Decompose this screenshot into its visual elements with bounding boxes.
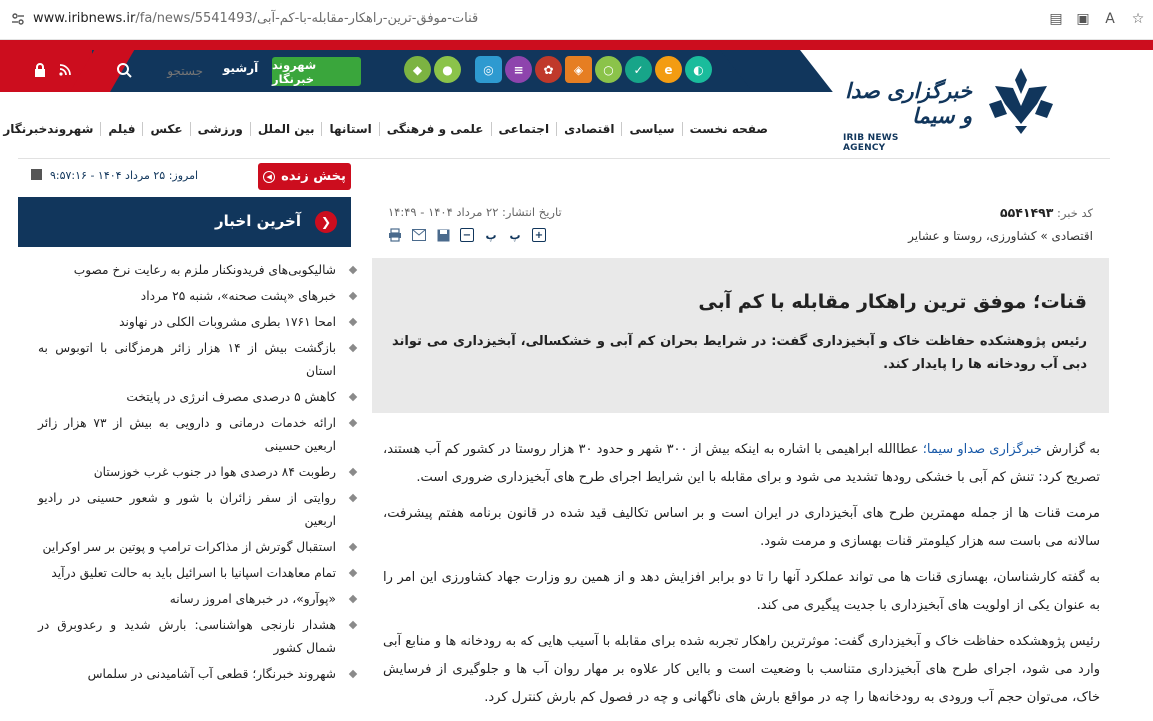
list-item-text: رطوبت ۸۴ درصدی هوا در جنوب غرب خوزستان [93,465,336,479]
bullet-icon [349,621,357,629]
news-code [1000,205,1093,220]
nav-item-international[interactable]: بین الملل [250,122,322,136]
bullet-icon [349,266,357,274]
list-item[interactable] [38,588,336,611]
article-paragraph: رئیس پژوهشکده حفاظت خاک و آبخیزداری گفت: موثرترین راهکار تجربه شده برای مقابله با آسیب هایی که به رودخانه ها و منابع آبی وارد می شود، اجرای طرح های آبخیزداری متناسب با وضعیت است و باایں کار علاوه بر مهار روان آب ها و جلوگیری از فرسایش خاک، می‌توان حجم آب ورودی به رودخانه‌ها را چه در مواقع بارش های ناگهانی و چه در فصول کم بارش کنترل کرد. [383,634,1100,705]
search-icon[interactable] [116,62,134,80]
font-large-label[interactable]: پ [509,228,521,242]
bullet-icon [349,318,357,326]
gap-app-icon[interactable]: e [655,56,682,83]
logo-wordmark[interactable]: خبرگزاری صدا و سیما [845,78,972,128]
list-item[interactable] [38,536,336,559]
nav-item-photo[interactable]: عکس [142,122,189,136]
news-code-value: ۵۵۴۱۴۹۳ [999,205,1054,220]
list-item[interactable] [38,614,336,660]
nav-item-science-culture[interactable]: علمی و فرهنگی [379,122,491,136]
article-tools [388,227,546,243]
bullet-icon [349,292,357,300]
list-item-text: هشدار نارنجی هواشناسی: بارش شدید و رعدوبرق در شمال کشور [38,618,336,655]
article-lead: رئیس پژوهشکده حفاظت خاک و آبخیزداری گفت: در شرایط بحران کم آبی و خشکسالی، آبخیزداری می تواند دبی آب رودخانه ها را پایدار کند. [392,334,1087,372]
list-item-text: استقبال گوترش از مذاکرات ترامپ و پوتین بر سر اوکراین [42,540,336,554]
list-item[interactable] [38,285,336,308]
article-title: قنات؛ موفق ترین راهکار مقابله با کم آبی [698,291,1087,313]
print-icon[interactable] [388,228,402,242]
list-item[interactable] [38,663,336,686]
article-lead-box [372,258,1109,413]
nav-item-film[interactable]: فیلم [100,122,142,136]
list-item-text: تمام معاهدات اسپانیا با اسرائیل باید به حالت تعلیق درآید [51,566,336,580]
save-icon[interactable] [436,228,450,242]
bullet-icon [349,569,357,577]
latest-news-title: آخرین اخبار [215,212,301,230]
latest-news-header[interactable] [18,197,351,247]
nav-item-social[interactable]: اجتماعی [491,122,557,136]
bale-app-icon[interactable]: ○ [595,56,622,83]
soroush-app-icon[interactable]: ✓ [625,56,652,83]
main-navigation [0,120,775,138]
lock-icon[interactable] [32,62,48,78]
camera-app-icon[interactable]: ◎ [475,56,502,83]
article-body [372,436,1109,720]
list-item-text: امحا ۱۷۶۱ بطری مشروبات الکلی در نهاوند [119,315,336,329]
bullet-icon [349,393,357,401]
picture-icon[interactable]: ▣ [1076,11,1090,27]
body-text: عطاالله ابراهیمی با اشاره به اینکه بیش از ۳۰۰ شهر و حدود ۳۰ هزار روستا در کشور کم آب هستند، تصریح کرد: تنش کم آبی با خشکی رودها تشدید می شود و برای مقابله با این شرایط اجرای طرح های آبخیزداری ضروری است. [383,442,1100,485]
font-decrease-icon[interactable]: − [460,228,474,242]
calendar-icon [31,169,42,180]
publish-date: تاریخ انتشار: ۲۲ مرداد ۱۴۰۴ - ۱۴:۴۹ [388,205,562,219]
reader-mode-icon[interactable]: ▤ [1049,11,1063,27]
eitaa-app-icon[interactable]: ≡ [505,56,532,83]
url-path: /fa/news/5541493/قنات-موفق-ترین-راهکار-مقابله-با-کم-آبی [135,11,479,26]
app-links [404,56,712,86]
article-meta [372,197,1109,257]
chevron-right-icon[interactable]: ❯ [315,211,337,233]
site-header [0,40,1153,155]
list-item[interactable] [38,412,336,458]
bullet-icon [349,670,357,678]
list-item[interactable] [38,461,336,484]
header-red-strip [0,40,1153,50]
article-paragraph: مرمت قنات ها از جمله مهمترین طرح های آبخیزداری در ایران است و بر اساس تکالیف قید شده در قانون برنامه هفتم پیشرفت، سالانه می باست سه هزار کیلومتر قنات بهسازی و مرمت شود. [383,506,1100,549]
logo-subtitle: IRIB NEWS AGENCY [843,133,899,153]
bullet-icon [349,543,357,551]
breadcrumb[interactable]: اقتصادی » کشاورزی، روستا و عشایر [908,229,1093,243]
list-item[interactable] [38,386,336,409]
citizen-reporter-button[interactable]: شهروند خبرنگار [272,57,361,86]
news-code-label: کد خبر: [1057,206,1093,220]
list-item-text: ارائه خدمات درمانی و دارویی به بیش از ۷۳ هزار زائر اربعین حسینی [38,416,337,453]
email-icon[interactable] [412,228,426,242]
nav-item-home[interactable]: صفحه نخست [682,122,775,136]
igap-app-icon[interactable]: ◐ [685,56,712,83]
current-date: امروز: ۲۵ مرداد ۱۴۰۴ - ۹:۵۷:۱۶ [50,169,199,182]
list-item[interactable] [38,487,336,533]
list-item-text: خبرهای «پشت صحنه»، شنبه ۲۵ مرداد [140,289,336,303]
list-item[interactable] [38,562,336,585]
list-item[interactable] [38,259,336,282]
live-label: پخش زنده [281,169,346,184]
nav-item-economy[interactable]: اقتصادی [556,122,621,136]
rss-icon[interactable] [57,62,73,78]
address-bar-url[interactable] [33,11,478,26]
bullet-icon [349,494,357,502]
source-link[interactable]: خبرگزاری صداو سیما؛ [922,442,1042,457]
bullet-icon [349,595,357,603]
article-paragraph [383,436,1100,492]
android-app-icon[interactable]: ◆ [404,56,431,83]
body-prefix: به گزارش [1046,442,1100,457]
translate-icon[interactable]: A [1105,11,1115,27]
rubika-app-icon[interactable]: ◈ [565,56,592,83]
live-broadcast-button[interactable] [258,163,351,190]
list-item[interactable] [38,311,336,334]
blank-spacer [464,56,472,83]
list-item-text: روایتی از سفر زائران با شور و شعور حسینی در رادیو اربعین [38,491,336,528]
apple-app-icon[interactable]: ● [434,56,461,83]
nav-item-citizen-reporter[interactable]: شهروندخبرنگار [0,122,100,136]
irib-logo-icon[interactable] [985,64,1057,136]
nav-item-sports[interactable]: ورزشی [190,122,250,136]
divider [18,158,1110,159]
latest-news-list [38,259,336,689]
list-item-text: کاهش ۵ درصدی مصرف انرژی در پایتخت [126,390,336,404]
font-increase-icon[interactable]: + [532,228,546,242]
article-paragraph: به گفته کارشناسان، بهسازی قنات ها می تواند عملکرد آنها را تا دو برابر افزایش دهد و از همین رو وزارت جهاد کشاورزی این امر را به عنوان یکی از اولویت های آبخیزداری با جدیت پیگیری می کند. [383,570,1100,613]
list-item-text: بازگشت بیش از ۱۴ هزار زائر هرمزگانی با اتوبوس به استان [38,341,336,378]
nav-item-politics[interactable]: سیاسی [621,122,681,136]
bullet-icon [349,468,357,476]
list-item-text: شالیکوبی‌های فریدونکنار ملزم به رعایت نرخ مصوب [73,263,336,277]
list-item[interactable] [38,337,336,383]
search-input[interactable] [143,61,203,81]
nav-item-provinces[interactable]: استانها [321,122,378,136]
archive-link[interactable]: آرشیو [223,61,259,75]
bullet-icon [349,344,357,352]
play-icon: ◀ [263,171,275,183]
aparat-app-icon[interactable]: ✿ [535,56,562,83]
bullet-icon [349,419,357,427]
list-item-text: «پوآرو»، در خبرهای امروز رسانه [169,592,336,606]
font-small-label[interactable]: پ [485,228,497,242]
list-item-text: شهروند خبرنگار؛ قطعی آب آشامیدنی در سلماس [87,667,336,681]
bookmark-star-icon[interactable]: ☆ [1131,11,1145,27]
browser-bar [0,0,1153,40]
site-info-icon[interactable] [8,9,28,29]
url-domain: www.iribnews.ir [33,11,136,26]
